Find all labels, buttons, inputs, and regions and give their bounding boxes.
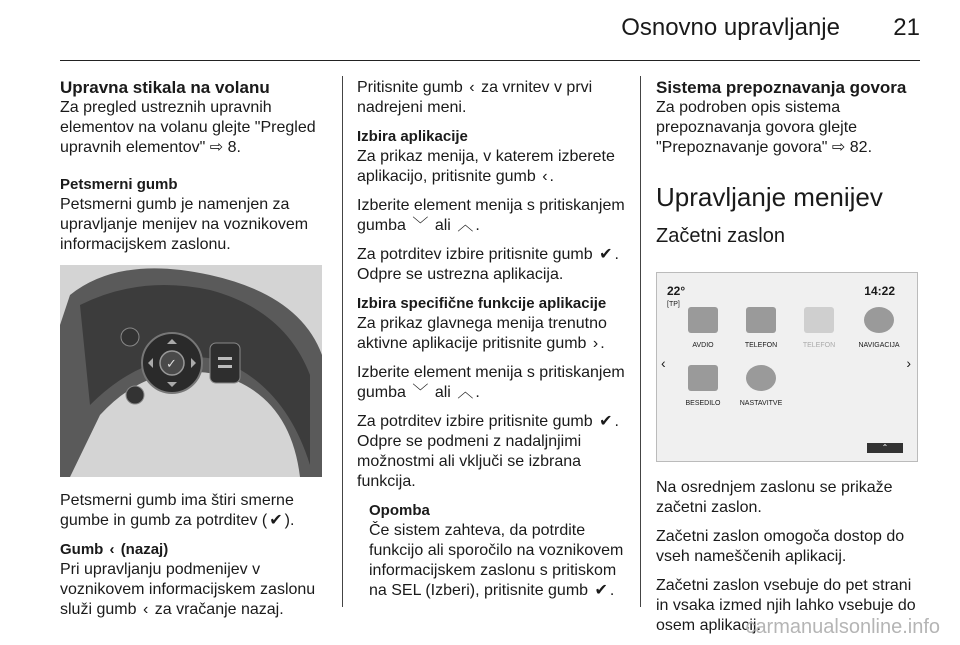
heading-home-screen: Začetni zaslon xyxy=(656,225,785,247)
menu-select-paragraph-2: Izberite element menija s pritiskanjem gumba ﹀ ali ︿ . xyxy=(357,364,625,401)
music-note-icon xyxy=(688,307,718,333)
heading-steering-controls: Upravna stikala na volanu xyxy=(60,78,270,97)
steering-paragraph: Za pregled ustreznih upravnih elementov na volanu glejte "Pregled upravnih elementov" ⇨ 8. xyxy=(60,99,316,156)
chevron-right-icon: › xyxy=(592,335,599,352)
app-navigation: NAVIGACIJA xyxy=(853,307,905,356)
heading-select-app: Izbira aplikacije xyxy=(357,128,468,145)
chevron-down-icon: ﹀ xyxy=(412,217,429,234)
chevron-left-icon: ‹ xyxy=(661,355,666,371)
message-icon xyxy=(688,365,718,391)
steering-wheel-image xyxy=(60,265,322,477)
chevron-left-icon: ‹ xyxy=(469,79,475,96)
watermark: carmanualsonline.info xyxy=(745,616,940,638)
home-paragraph-1: Na osrednjem zaslonu se prikaže začetni zaslon. xyxy=(656,479,893,516)
heading-voice-recognition: Sistema prepoznavanja govora xyxy=(656,78,907,97)
chevron-right-icon: › xyxy=(906,355,911,371)
app-phone-disabled: TELEFON xyxy=(793,307,845,356)
confirm-paragraph-1: Za potrditev izbire pritisnite gumb ✔ . Odpre se ustrezna aplikacija. xyxy=(357,246,619,283)
voice-paragraph: Za podroben opis sistema prepoznavanja govora glejte "Prepoznavanje govora" ⇨ 82. xyxy=(656,99,873,156)
column-divider-1 xyxy=(342,76,343,607)
select-app-paragraph: Za prikaz menija, v katerem izberete aplikacijo, pritisnite gumb ‹ . xyxy=(357,148,615,185)
chevron-up-icon: ⌃ xyxy=(867,443,903,453)
chevron-left-icon: ‹ xyxy=(109,541,115,558)
chevron-left-icon: ‹ xyxy=(542,168,548,185)
app-audio: AVDIO xyxy=(677,307,729,356)
temperature-readout: 22° xyxy=(667,284,686,298)
home-paragraph-3: Začetni zaslon vsebuje do pet strani in vsaka izmed njih lahko vsebuje do osem aplikacij. xyxy=(656,577,916,634)
column-3 xyxy=(656,78,924,645)
checkmark-icon: ✔ xyxy=(269,512,283,529)
four-direction-paragraph: Petsmerni gumb ima štiri smerne gumbe in gumb za potrditev ( ✔ ). xyxy=(60,492,295,529)
confirm-paragraph-2: Za potrditev izbire pritisnite gumb ✔ . Odpre se podmeni z nadaljnjimi možnostmi ali vključi se izbrana funkcija. xyxy=(357,413,619,490)
clock-readout: 14:22 xyxy=(864,284,895,298)
compass-icon xyxy=(864,307,894,333)
svg-text:✓: ✓ xyxy=(166,356,177,371)
page-title: Osnovno upravljanje xyxy=(621,14,840,41)
header-rule xyxy=(60,60,920,61)
app-settings: NASTAVITVE xyxy=(735,365,787,414)
return-paragraph: Pritisnite gumb ‹ za vrnitev v prvi nadrejeni meni. xyxy=(357,79,593,116)
heading-five-way-button: Petsmerni gumb xyxy=(60,176,178,193)
chevron-up-icon: ︿ xyxy=(457,384,474,401)
home-paragraph-2: Začetni zaslon omogoča dostop do vseh nameščenih aplikacij. xyxy=(656,528,905,565)
note-box xyxy=(357,501,625,601)
page-number: 21 xyxy=(893,14,920,41)
gear-icon xyxy=(746,365,776,391)
column-divider-2 xyxy=(640,76,641,607)
note-title: Opomba xyxy=(369,502,430,519)
tp-indicator: [TP] xyxy=(667,301,680,308)
home-screen-illustration xyxy=(656,272,918,462)
back-paragraph: Pri upravljanju podmenijev v voznikovem informacijskem zaslonu služi gumb ‹ za vračanje nazaj. xyxy=(60,561,316,618)
chevron-down-icon: ﹀ xyxy=(412,384,429,401)
heading-back-button: Gumb ‹ (nazaj) xyxy=(60,541,169,558)
page-ref-arrow-icon: ⇨ xyxy=(831,139,846,156)
app-text: BESEDILO xyxy=(677,365,729,414)
phone-icon xyxy=(746,307,776,333)
heading-menu-operation: Upravljanje menijev xyxy=(656,182,883,212)
heading-app-function: Izbira specifične funkcije aplikacije xyxy=(357,295,607,312)
app-phone: TELEFON xyxy=(735,307,787,356)
five-way-paragraph: Petsmerni gumb je namenjen za upravljanje menijev na voznikovem informacijskem zaslonu. xyxy=(60,196,309,253)
column-2 xyxy=(357,78,625,610)
menu-select-paragraph-1: Izberite element menija s pritiskanjem gumba ﹀ ali ︿ . xyxy=(357,197,625,234)
app-function-paragraph: Za prikaz glavnega menija trenutno aktivne aplikacije pritisnite gumb › . xyxy=(357,315,607,352)
checkmark-icon: ✔ xyxy=(594,582,608,599)
chevron-left-icon: ‹ xyxy=(142,601,149,618)
note-text: Če sistem zahteva, da potrdite funkcijo ali sporočilo na voznikovem informacijskem zaslonu s pritiskom na SEL (Izberi), pritisnite gumb ✔ . xyxy=(369,522,624,599)
column-1 xyxy=(60,78,328,629)
page-header xyxy=(0,0,960,60)
steering-wheel-illustration xyxy=(60,265,322,477)
checkmark-icon: ✔ xyxy=(599,246,613,263)
chevron-up-icon: ︿ xyxy=(457,217,474,234)
checkmark-icon: ✔ xyxy=(599,413,613,430)
phone-icon xyxy=(804,307,834,333)
page-ref-arrow-icon: ⇨ xyxy=(209,139,224,156)
